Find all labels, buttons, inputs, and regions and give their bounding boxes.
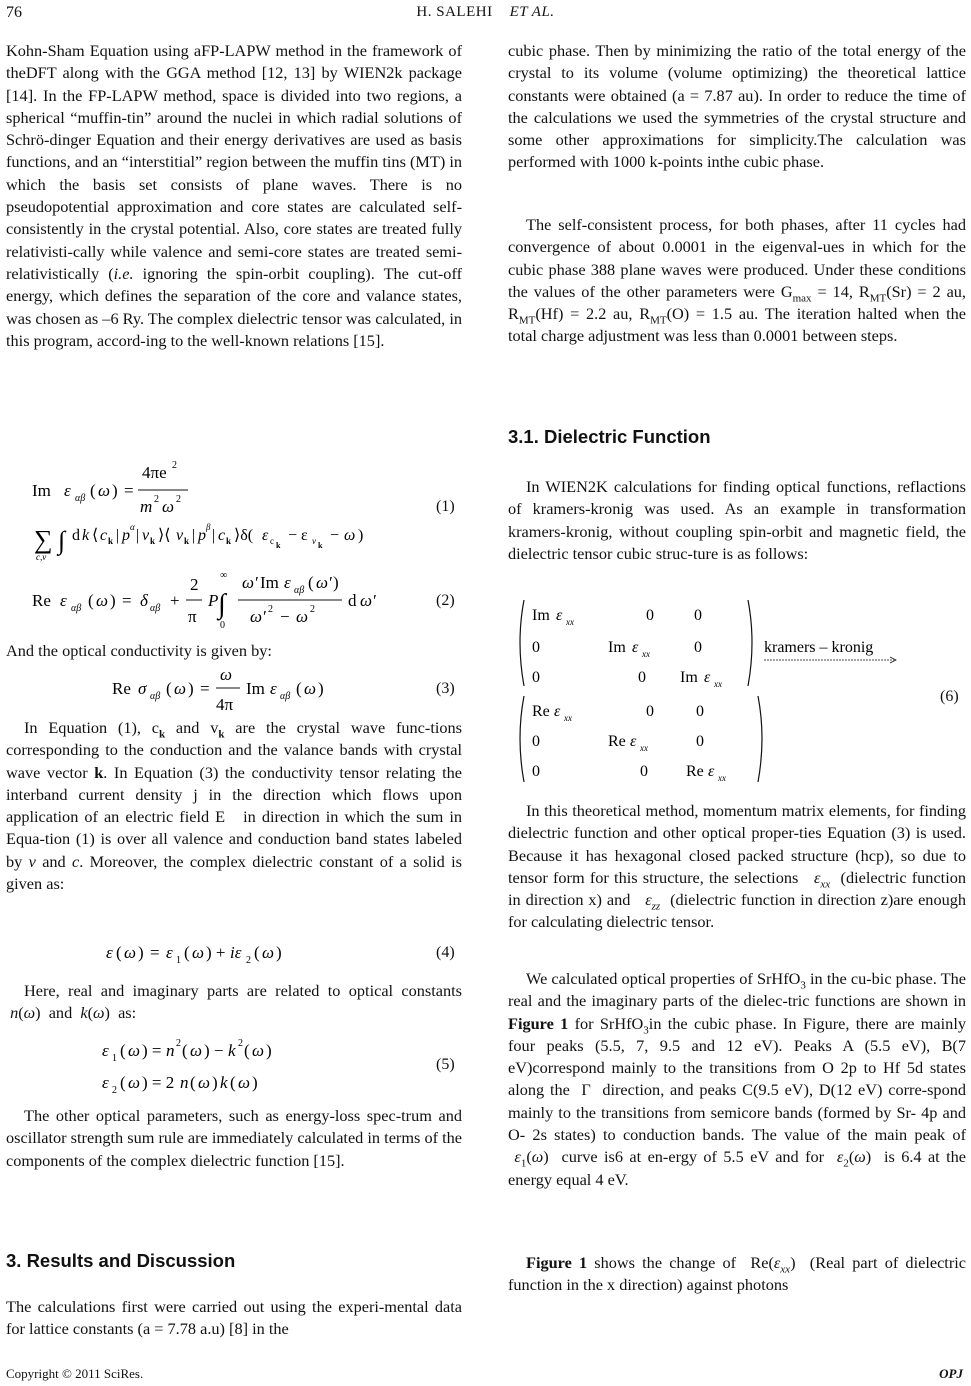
svg-text:(: ( (308, 573, 314, 592)
svg-text:∑: ∑ (34, 525, 53, 554)
svg-text:ω′: ω′ (316, 573, 332, 592)
svg-text:ω: ω (174, 679, 187, 698)
svg-text:): ) (252, 1073, 258, 1092)
svg-text:Re: Re (112, 679, 131, 698)
svg-text:n: n (166, 1041, 175, 1060)
svg-text:(: ( (88, 591, 94, 610)
svg-text:): ) (188, 679, 194, 698)
svg-text:(: ( (230, 1073, 236, 1092)
svg-text:ε: ε (102, 1073, 109, 1092)
svg-text:αβ: αβ (294, 585, 305, 596)
header-etal: ET AL. (509, 4, 555, 20)
svg-text:ω: ω (96, 591, 109, 610)
svg-text:ω: ω (304, 679, 317, 698)
right-paragraph-1 (508, 40, 966, 174)
footer-copyright: Copyright © 2011 SciRes. (6, 1366, 144, 1381)
svg-text:xx: xx (566, 617, 574, 627)
svg-text:k: k (318, 541, 323, 550)
equation-5-number: (5) (436, 1056, 455, 1073)
svg-text:c: c (218, 527, 226, 544)
svg-text:=: = (124, 481, 134, 500)
svg-text:): ) (276, 943, 282, 962)
svg-text:ε: ε (64, 481, 71, 500)
svg-text:2: 2 (246, 955, 251, 966)
svg-text:σ: σ (138, 679, 147, 698)
svg-text:ω′: ω′ (242, 573, 258, 592)
left-paragraph-2 (6, 717, 462, 895)
svg-text:0: 0 (646, 607, 654, 624)
svg-text:⟨: ⟨ (92, 527, 99, 544)
svg-text:ω: ω (238, 1073, 251, 1092)
svg-text:ω: ω (252, 1041, 265, 1060)
svg-text:δ: δ (140, 591, 148, 610)
svg-text:0: 0 (640, 763, 648, 780)
equation-4 (104, 936, 364, 968)
svg-text:ω: ω (296, 607, 309, 626)
right-p6-text: Figure 1 shows the change of $Re(\varepsilon_{xx})$ (Real part of dielectric function in the x direction) against photons (508, 1253, 966, 1295)
right-p4-text: In this theoretical method, momentum matrix elements, for finding dielectric function and other optical proper-ties Equation (3) is used. Because it has hexagonal closed packed structure (hcp), so due to tensor form for this structure, the selections $\varepsilon_{xx}$ (dielectric function in direction x) and $\varepsilon_{zz}$ (dielectric function in direction z)are enough for calculating dielectric tensor. (508, 801, 967, 932)
svg-text:) = 2: ) = 2 (142, 1073, 175, 1092)
svg-text:) =: ) = (142, 1041, 162, 1060)
svg-text:Re: Re (608, 733, 626, 750)
svg-text:ε: ε (556, 607, 563, 624)
svg-text:1: 1 (176, 955, 181, 966)
svg-text:k: k (226, 536, 232, 546)
svg-text:ε: ε (632, 639, 639, 656)
svg-text:ω: ω (198, 1073, 211, 1092)
svg-text:=: = (150, 943, 160, 962)
svg-text:(: ( (90, 481, 96, 500)
svg-text:ω: ω (192, 943, 205, 962)
svg-text:ω: ω (262, 943, 275, 962)
svg-text:): ) (112, 481, 118, 500)
svg-text:(: ( (166, 679, 172, 698)
svg-text:) +: ) + (206, 943, 226, 962)
svg-text:xx: xx (642, 649, 650, 659)
svg-text:ω: ω (190, 1041, 203, 1060)
svg-text:): ) (318, 679, 324, 698)
svg-text:ω: ω (128, 1073, 141, 1092)
kramers-kronig-label: kramers – kronig (764, 639, 874, 656)
left-paragraph-1 (6, 40, 462, 352)
svg-text:Im: Im (608, 639, 626, 656)
svg-text:|: | (116, 527, 120, 544)
svg-text:): ) (358, 527, 364, 544)
svg-text:0: 0 (532, 639, 540, 656)
svg-text:k: k (228, 1041, 236, 1060)
svg-text:(: ( (244, 1041, 250, 1060)
svg-text:(: ( (120, 1041, 126, 1060)
svg-text:0: 0 (696, 703, 704, 720)
left-p1-text: Kohn-Sham Equation using aFP-LAPW method in the framework of theDFT along with the GGA method [12, 13] by WIEN2k package [14]. In the FP-LAPW method, space is divided into two regions, a spherical “muffin-tin” around the nuclei in which radial solutions of Schrö-dinger Equation and their energy derivatives are used as basis functions, and an “interstitial” region between the muffin tins (MT) in which the basis set consists of plane waves. There is no pseudopotential approximation and core states are calculated self-consistently in the crystal potential. Also, core states are treated fully relativisti-cally while valence and semi-core states are treated semi-relativistically (i.e. ignoring the spin-orbit coupling). The cut-off energy, which defines the separation of the core and valance states, was chosen as –6 Ry. The complex dielectric tensor was calculated, in this program, accord-ing to the well-known relations [15]. (6, 41, 462, 350)
left-conductivity-intro (6, 640, 462, 662)
svg-text:): ) (333, 573, 339, 592)
svg-text:1: 1 (112, 1053, 117, 1064)
svg-text:0: 0 (696, 733, 704, 750)
svg-text:(: ( (296, 679, 302, 698)
header-author: H. SALEHI (416, 4, 493, 20)
svg-text:∞: ∞ (220, 570, 228, 581)
svg-text:+: + (170, 591, 180, 610)
svg-text:ω: ω (98, 481, 111, 500)
svg-text:(: ( (254, 943, 260, 962)
svg-text:(: ( (184, 943, 190, 962)
svg-text:− ε: − ε (288, 527, 308, 544)
svg-text:v: v (142, 527, 150, 544)
svg-text:=: = (122, 591, 132, 610)
svg-text:ε: ε (60, 591, 67, 610)
svg-text:p: p (122, 527, 130, 544)
svg-text:iε: iε (230, 943, 242, 962)
svg-text:ε: ε (284, 573, 291, 592)
svg-text:αβ: αβ (280, 691, 291, 702)
svg-text:∫: ∫ (58, 526, 66, 555)
svg-text:): ) (110, 591, 116, 610)
svg-text:αβ: αβ (150, 603, 161, 614)
svg-text:ε: ε (106, 943, 113, 962)
svg-text:): ) (138, 943, 144, 962)
svg-text:(: ( (120, 1073, 126, 1092)
svg-text:0: 0 (532, 733, 540, 750)
equation-3-number: (3) (436, 680, 455, 697)
svg-text:=: = (200, 679, 210, 698)
svg-text:ε: ε (630, 733, 637, 750)
svg-text:π: π (188, 607, 197, 626)
svg-text:∫: ∫ (218, 589, 226, 620)
svg-text:2: 2 (176, 494, 181, 505)
svg-text:4π: 4π (216, 695, 234, 714)
equation-6-number: (6) (940, 688, 959, 705)
svg-text:): ) (266, 1041, 272, 1060)
svg-text:ε: ε (262, 527, 269, 544)
svg-text:(: ( (190, 1073, 196, 1092)
svg-text:xx: xx (714, 679, 722, 689)
left-p2-text: In Equation (1), $c_k$ and $v_k$ are the crystal wave func-tions corresponding to the conduction and the valance bands with crystal wave vector k. In Equation (3) the conductivity tensor relating the interband current density j in the direction which flows upon application of an electric field E in direction in which the sum in Equa-tion (1) is over all valence and conduction band states labeled by v and c. Moreover, the complex dielectric constant of a solid is given as: (6, 718, 462, 894)
svg-text:d: d (348, 591, 357, 610)
svg-text:ε: ε (166, 943, 173, 962)
svg-text:ω: ω (124, 943, 137, 962)
svg-text:αβ: αβ (75, 493, 86, 504)
svg-text:k: k (276, 541, 281, 550)
svg-text:m: m (140, 497, 153, 516)
svg-text:|: | (192, 527, 196, 544)
svg-text:0: 0 (532, 763, 540, 780)
section-heading-dielectric: 3.1. Dielectric Function (508, 426, 711, 447)
svg-text:2: 2 (190, 575, 199, 594)
svg-text:v: v (176, 527, 184, 544)
page-number: 76 (6, 4, 22, 21)
right-paragraph-5 (508, 968, 966, 1191)
svg-text:Im: Im (532, 607, 550, 624)
svg-text:c,v: c,v (36, 552, 47, 562)
svg-text:ω: ω (128, 1041, 141, 1060)
svg-text:α: α (130, 522, 135, 532)
svg-text:ω′: ω′ (360, 591, 376, 610)
right-p5-text: We calculated optical properties of SrHfO$_3$ in the cu-bic phase. The real and the imaginary parts of the dielec-tric functions are shown in Figure 1 for SrHfO$_3$in the cubic phase. In Figure, there are mainly four peaks (5.5, 7, 9.5 and 12 eV). Peaks A (5.5 eV), B(7 eV)correspond mainly to the transitions from O 2p to Hf 5d states along the Γ direction, and peaks C(9.5 eV), D(12 eV) corre-spond mainly to the transitions from semicore bands (formed by Sr- 4p and O- 2s states) to conduction bands. The value of the main peak of $\varepsilon_1(\omega)$ curve is6 at en-ergy of 5.5 eV and for $\varepsilon_2(\omega)$ is 6.4 at the energy equal 4 eV. (508, 969, 966, 1189)
svg-text:0: 0 (532, 669, 540, 686)
equation-1 (30, 456, 430, 566)
svg-text:|: | (136, 527, 140, 544)
svg-text:xx: xx (718, 773, 726, 783)
svg-text:(: ( (182, 1041, 188, 1060)
section-heading-results: 3. Results and Discussion (6, 1250, 236, 1271)
svg-text:Re: Re (32, 591, 51, 610)
svg-text:0: 0 (220, 620, 225, 631)
svg-text:|: | (212, 527, 216, 544)
svg-text:k: k (108, 536, 114, 546)
svg-text:0: 0 (694, 639, 702, 656)
svg-text:): ) (212, 1073, 218, 1092)
left-p3-text: Here, real and imaginary parts are related to optical constants n(ω) and k(ω) as: (6, 981, 462, 1023)
svg-text:xx: xx (564, 713, 572, 723)
equation-1-number: (1) (436, 498, 455, 515)
right-p1-text: cubic phase. Then by minimizing the ratio of the total energy of the crystal to its volume (volume optimizing) the theoretical lattice constants were obtained (a = 7.87 au). In order to reduce the time of the calculations we used the symmetries of the crystal structure and some other approximations for simplicity.The calculation was performed with 1000 k-points inthe cubic phase. (508, 41, 966, 172)
running-header (0, 4, 971, 21)
footer-journal: OPJ (939, 1366, 963, 1381)
svg-text:p: p (198, 527, 206, 544)
svg-text:c: c (270, 536, 274, 546)
left-p5-text: The calculations first were carried out using the experi-mental data for lattice constants (a = 7.78 a.u) [8] in the (6, 1297, 462, 1339)
svg-text:0: 0 (638, 669, 646, 686)
svg-text:ω: ω (162, 497, 175, 516)
equation-2 (30, 566, 430, 636)
equation-4-number: (4) (436, 944, 455, 961)
right-paragraph-6 (508, 1252, 966, 1297)
svg-text:(: ( (116, 943, 122, 962)
svg-text:P: P (208, 591, 219, 610)
svg-text:2: 2 (112, 1085, 117, 1096)
svg-text:ω: ω (344, 527, 356, 544)
left-paragraph-4 (6, 1105, 462, 1172)
svg-text:k: k (150, 536, 156, 546)
svg-text:4πe: 4πe (142, 463, 167, 482)
left-paragraph-5 (6, 1296, 462, 1341)
svg-text:β: β (206, 522, 211, 532)
svg-text:2: 2 (176, 1038, 181, 1049)
equation-2-number: (2) (436, 592, 455, 609)
svg-text:⟩⟨: ⟩⟨ (158, 527, 171, 544)
svg-text:αβ: αβ (71, 603, 82, 614)
svg-text:d: d (72, 527, 80, 544)
svg-text:ε: ε (102, 1041, 109, 1060)
svg-text:ω: ω (220, 665, 233, 684)
svg-text:Re: Re (532, 703, 550, 720)
svg-text:0: 0 (694, 607, 702, 624)
svg-text:2: 2 (268, 604, 273, 615)
svg-text:2: 2 (172, 460, 177, 471)
svg-text:v: v (312, 536, 316, 546)
svg-text:Re: Re (686, 763, 704, 780)
svg-text:2: 2 (310, 604, 315, 615)
svg-text:Im: Im (680, 669, 698, 686)
svg-text:2: 2 (238, 1038, 243, 1049)
svg-text:ε: ε (554, 703, 561, 720)
right-paragraph-4 (508, 800, 966, 934)
right-p2-text: The self-consistent process, for both phases, after 11 cycles had convergence of about 0.0001 in the eigenval-ues in which for the cubic phase 388 plane waves were produced. Under these conditions the values of the other parameters were $G_{max} = 14$, $R_{MT}(Sr) = 2$ au, $R_{MT}(Hf) = 2.2$ au, $R_{MT}(O) = 1.5$ au. The iteration halted when the total charge adjustment was less than 0.0001 between steps. (508, 215, 967, 346)
right-paragraph-2 (508, 214, 966, 348)
equation-6 (516, 596, 906, 786)
left-cond-text: And the optical conductivity is given by: (6, 641, 272, 660)
svg-text:0: 0 (646, 703, 654, 720)
svg-text:2: 2 (154, 494, 159, 505)
svg-text:−: − (280, 607, 290, 626)
svg-text:Im: Im (260, 573, 279, 592)
svg-text:αβ: αβ (150, 691, 161, 702)
svg-text:c: c (100, 527, 108, 544)
svg-text:⟩δ(: ⟩δ( (234, 527, 254, 544)
svg-text:xx: xx (640, 743, 648, 753)
right-paragraph-3 (508, 476, 966, 565)
svg-text:k: k (82, 527, 90, 544)
svg-text:ε: ε (708, 763, 715, 780)
svg-text:) −: ) − (204, 1041, 224, 1060)
left-paragraph-3 (6, 980, 462, 1025)
right-p3-text: In WIEN2K calculations for finding optical functions, reflactions of kramers-kronig was used. As an example in transformation kramers-kronig, without coupling spin-orbit and magnetic field, the dielectric tensor cubic struc-ture is as follows: (508, 477, 966, 563)
svg-text:Im: Im (246, 679, 265, 698)
svg-text:n: n (180, 1073, 189, 1092)
svg-text:k: k (220, 1073, 228, 1092)
svg-text:ε: ε (704, 669, 711, 686)
svg-text:k: k (184, 536, 190, 546)
equation-5 (100, 1034, 360, 1100)
equation-3 (110, 664, 370, 724)
left-p4-text: The other optical parameters, such as energy-loss spec-trum and oscillator strength sum rule are immediately calculated in terms of the components of the complex dielectric function [15]. (6, 1106, 462, 1170)
svg-text:Im: Im (32, 481, 51, 500)
svg-text:−: − (330, 527, 340, 544)
svg-text:ε: ε (270, 679, 277, 698)
svg-text:ω′: ω′ (250, 607, 266, 626)
